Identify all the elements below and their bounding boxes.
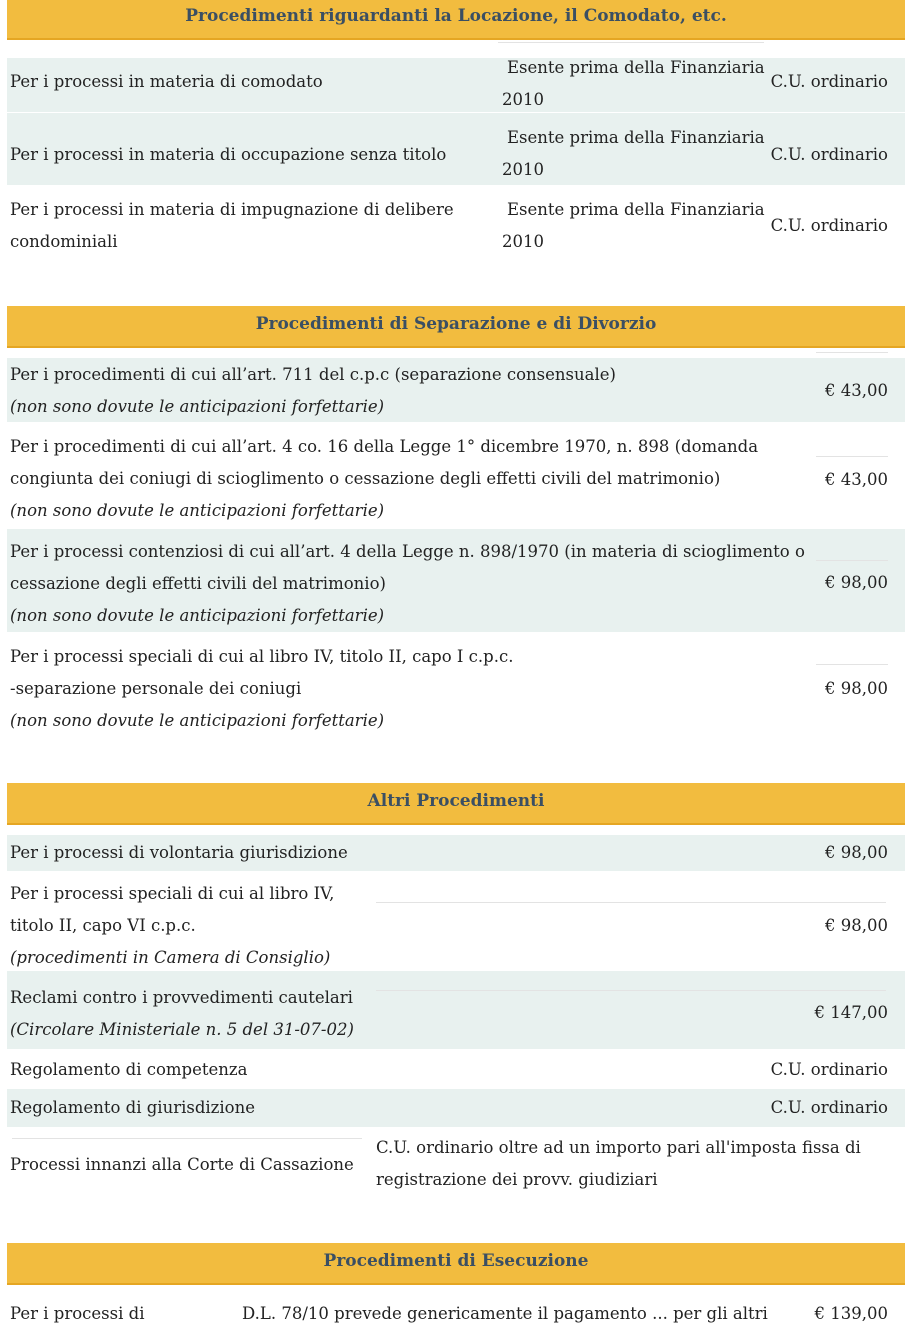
table-row — [7, 1130, 905, 1202]
row-amount: € 139,00 — [814, 1304, 888, 1323]
section-title: Procedimenti riguardanti la Locazione, il Comodato, etc. — [185, 6, 727, 26]
row-description: Per i processi contenziosi di cui all’art. 4 della Legge n. 898/1970 (in materia di scioglimento o cessazione degli effetti civili del matrimonio) (non sono dovute le anticipazioni forfettarie) — [10, 536, 805, 632]
row-italic-note: (non sono dovute le anticipazioni forfettarie) — [10, 711, 385, 730]
row-italic-note: (Circolare Ministeriale n. 5 del 31-07-02) — [10, 1020, 354, 1039]
table-row — [7, 186, 905, 262]
divider — [498, 42, 764, 43]
row-description: Per i processi speciali di cui al libro IV, titolo II, capo I c.p.c. -separazione personale dei coniugi (non sono dovute le anticipazioni forfettarie) — [10, 641, 513, 737]
row-italic-note: (non sono dovute le anticipazioni forfettarie) — [10, 606, 385, 625]
row-italic-note: (non sono dovute le anticipazioni forfettarie) — [10, 397, 385, 416]
row-note-mid: Esente prima della Finanziaria 2010 — [502, 128, 765, 179]
divider — [12, 1138, 362, 1139]
row-amount: € 43,00 — [825, 470, 888, 489]
section-header-locazione — [7, 0, 905, 40]
divider — [816, 456, 888, 457]
table-row — [7, 1089, 905, 1127]
divider — [816, 664, 888, 665]
table-row — [7, 1052, 905, 1088]
table-row — [7, 424, 905, 528]
divider — [376, 902, 886, 903]
section-header-esecuzione — [7, 1243, 905, 1285]
divider — [376, 990, 886, 991]
row-description: Per i processi in materia di comodato — [10, 72, 323, 91]
divider — [816, 352, 888, 353]
row-amount: € 43,00 — [825, 381, 888, 400]
row-description: Per i procedimenti di cui all’art. 4 co. 16 della Legge 1° dicembre 1970, n. 898 (domanda congiunta dei coniugi di scioglimento o cessazione degli effetti civili del matrimonio) (non sono dovute le anticipazioni forfettarie) — [10, 431, 758, 527]
table-row — [7, 634, 905, 740]
row-description: Regolamento di competenza — [10, 1060, 248, 1079]
row-description: Per i processi in materia di occupazione senza titolo — [10, 145, 447, 164]
row-description: Per i processi speciali di cui al libro IV, titolo II, capo VI c.p.c. (procedimenti in Camera di Consiglio) — [10, 878, 334, 974]
row-description: Processi innanzi alla Corte di Cassazione — [10, 1155, 354, 1174]
row-amount: € 98,00 — [825, 573, 888, 592]
table-row — [7, 835, 905, 871]
table-row — [7, 113, 905, 185]
table-row — [7, 58, 905, 112]
row-description: Regolamento di giurisdizione — [10, 1098, 255, 1117]
section-title: Procedimenti di Esecuzione — [323, 1251, 589, 1271]
row-description: Per i processi di — [10, 1304, 145, 1323]
row-amount: € 98,00 — [825, 916, 888, 935]
section-title: Procedimenti di Separazione e di Divorzio — [255, 314, 657, 334]
row-note-mid: D.L. 78/10 prevede genericamente il pagamento ... per gli altri — [242, 1304, 768, 1323]
row-italic-note: (procedimenti in Camera di Consiglio) — [10, 948, 331, 967]
row-italic-note: (non sono dovute le anticipazioni forfettarie) — [10, 501, 385, 520]
table-row — [7, 872, 905, 970]
row-amount: C.U. ordinario — [770, 1098, 888, 1117]
table-row — [7, 971, 905, 1049]
row-amount: C.U. ordinario — [770, 145, 888, 164]
row-description: Reclami contro i provvedimenti cautelari (Circolare Ministeriale n. 5 del 31-07-02) — [10, 982, 354, 1046]
section-title: Altri Procedimenti — [367, 791, 545, 811]
table-row — [7, 358, 905, 422]
table-row — [7, 529, 905, 632]
row-amount: € 147,00 — [814, 1003, 888, 1022]
row-amount: C.U. ordinario — [770, 1060, 888, 1079]
section-header-separazione — [7, 306, 905, 348]
row-note-mid: Esente prima della Finanziaria 2010 — [502, 200, 765, 251]
row-note-mid: Esente prima della Finanziaria 2010 — [502, 58, 765, 109]
row-description: Per i procedimenti di cui all’art. 711 del c.p.c (separazione consensuale) (non sono dovute le anticipazioni forfettarie) — [10, 359, 616, 423]
row-description: Per i processi in materia di impugnazione di delibere condominiali — [10, 200, 454, 251]
section-header-altri — [7, 783, 905, 825]
row-amount: € 98,00 — [825, 679, 888, 698]
row-amount: € 98,00 — [825, 843, 888, 862]
row-amount: C.U. ordinario — [770, 216, 888, 235]
divider — [816, 560, 888, 561]
row-description: Per i processi di volontaria giurisdizione — [10, 843, 348, 862]
row-note-mid: C.U. ordinario oltre ad un importo pari all'imposta fissa di registrazione dei provv. giudiziari — [376, 1138, 861, 1189]
table-row — [7, 1296, 905, 1336]
row-amount: C.U. ordinario — [770, 72, 888, 91]
